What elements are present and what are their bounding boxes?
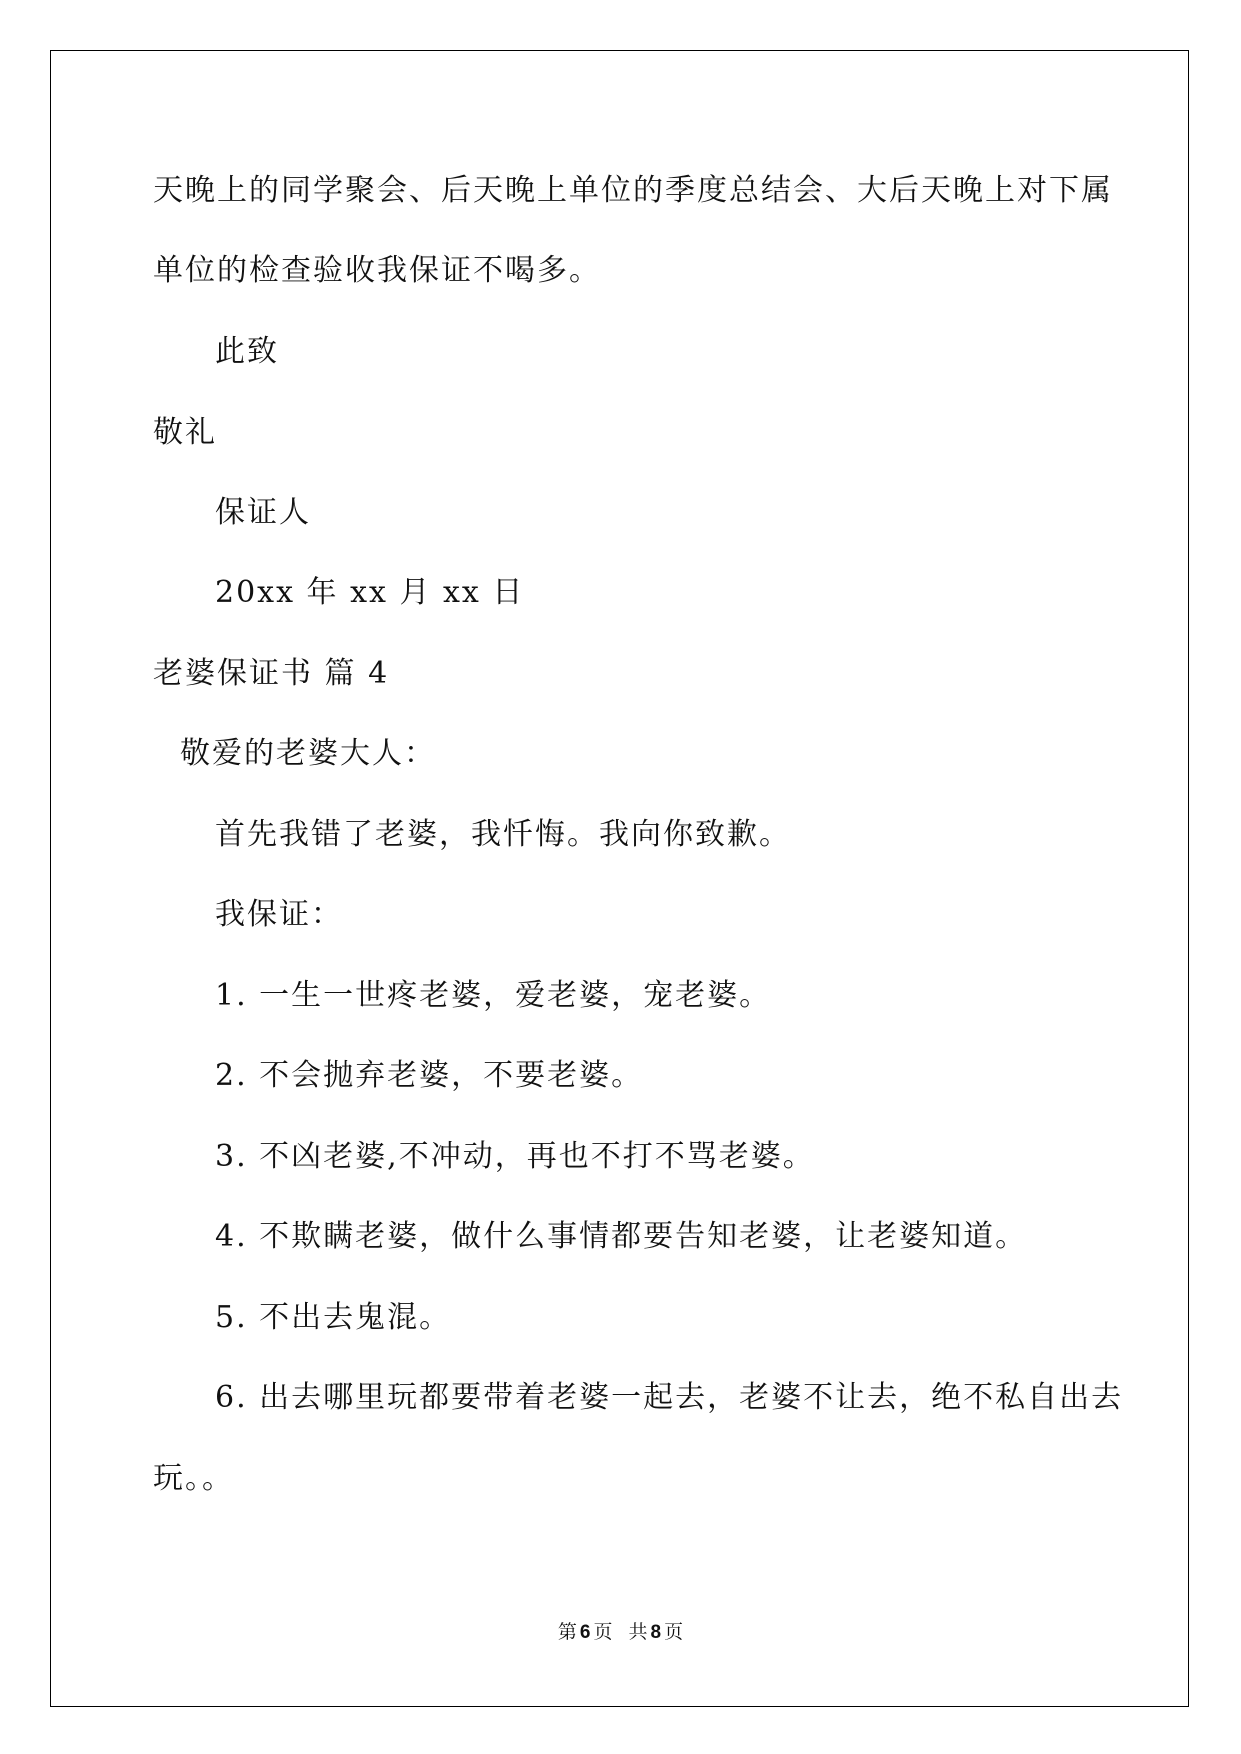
page-border bbox=[50, 50, 1189, 1707]
list-item: 3. 不凶老婆,不冲动，再也不打不骂老婆。 bbox=[215, 1139, 815, 1174]
page-footer bbox=[0, 1623, 1241, 1642]
list-item: 1. 一生一世疼老婆，爱老婆，宠老婆。 bbox=[215, 978, 772, 1013]
footer-total-unit: 页 bbox=[664, 1621, 684, 1643]
footer-page-unit: 页 bbox=[593, 1621, 613, 1643]
text-line: 单位的检查验收我保证不喝多。 bbox=[153, 253, 601, 288]
footer-total-prefix: 共 bbox=[628, 1621, 648, 1643]
total-pages: 8 bbox=[650, 1622, 662, 1643]
closing-salutation: 此致 bbox=[215, 334, 279, 369]
section-heading: 老婆保证书 篇 4 bbox=[153, 656, 390, 691]
list-item: 2. 不会抛弃老婆，不要老婆。 bbox=[215, 1058, 644, 1093]
text-line: 首先我错了老婆，我忏悔。我向你致歉。 bbox=[215, 817, 791, 852]
text-line: 我保证： bbox=[215, 897, 343, 932]
date-line: 20xx 年 xx 月 xx 日 bbox=[215, 575, 525, 610]
list-item: 4. 不欺瞒老婆，做什么事情都要告知老婆，让老婆知道。 bbox=[215, 1219, 1028, 1254]
text-line: 天晚上的同学聚会、后天晚上单位的季度总结会、大后天晚上对下属 bbox=[153, 173, 1113, 208]
list-item: 6. 出去哪里玩都要带着老婆一起去，老婆不让去，绝不私自出去 bbox=[215, 1380, 1124, 1415]
list-item: 5. 不出去鬼混。 bbox=[215, 1300, 452, 1335]
footer-prefix: 第 bbox=[557, 1621, 577, 1643]
text-line: 玩。。 bbox=[153, 1461, 234, 1496]
closing-salutation: 敬礼 bbox=[153, 415, 217, 450]
signature-label: 保证人 bbox=[215, 495, 311, 530]
letter-greeting: 敬爱的老婆大人： bbox=[180, 736, 436, 771]
page-number: 6 bbox=[579, 1622, 591, 1643]
